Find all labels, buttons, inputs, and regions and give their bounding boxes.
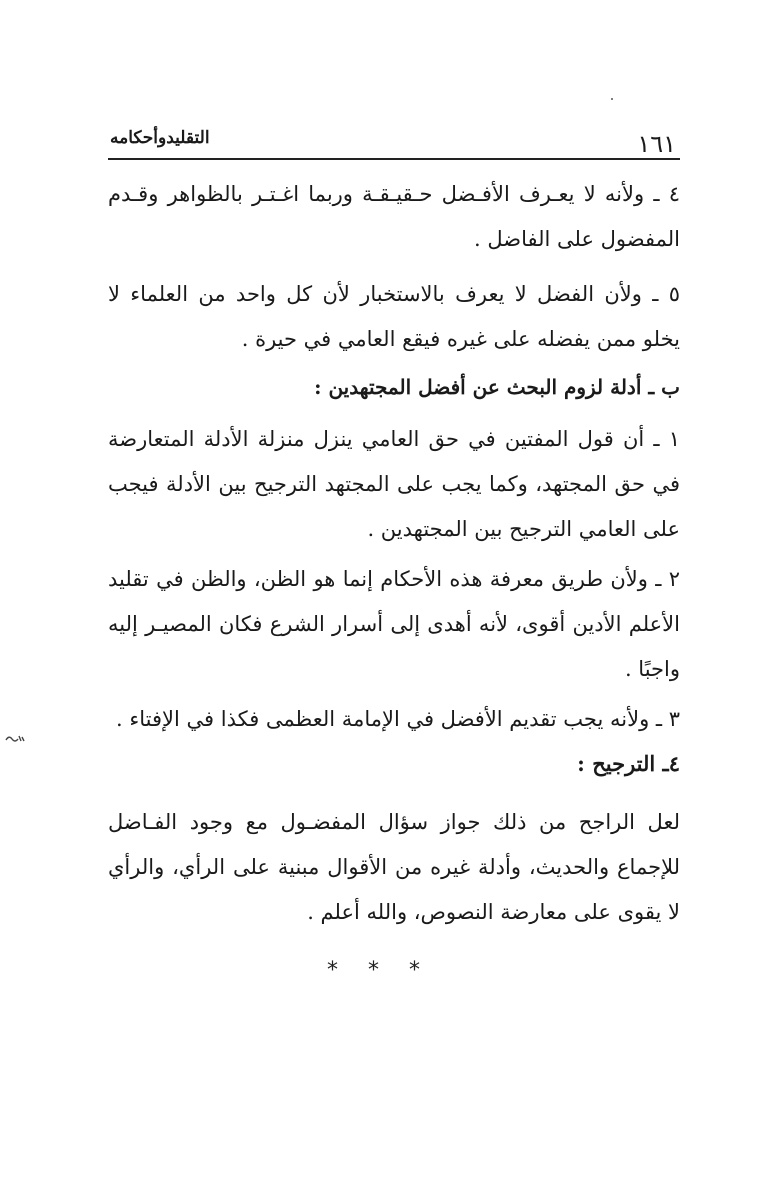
separator-star: * — [409, 958, 438, 983]
paragraph-item-4: ٤ ـ ولأنه لا يعـرف الأفـضل حـقيـقـة وربما اغـتـر بالظواهر وقـدم المفضول على الفاضل . — [108, 182, 680, 251]
scan-dot — [611, 98, 613, 100]
paragraph-evidence-2: ٢ ـ ولأن طريق معرفة هذه الأحكام إنما هو الظن، والظن في تقليد الأعلم الأدين أقوى، لأنه أهدى إلى أسرار الشرع فكان المصيـر إليه واجبًا . — [108, 567, 680, 681]
separator-star: * — [368, 958, 397, 983]
separator-star: * — [327, 958, 356, 983]
page-body — [108, 172, 680, 935]
section-heading-b: ب ـ أدلة لزوم البحث عن أفضل المجتهدين : — [314, 375, 680, 399]
paragraph-evidence-1: ١ ـ أن قول المفتين في حق العامي ينزل منزلة الأدلة المتعارضة في حق المجتهد، وكما يجب على المجتهد الترجيح بين الأدلة فيجب على العامي الترجيح بين المجتهدين . — [108, 427, 680, 541]
paragraph-conclusion: لعل الراجح من ذلك جواز سؤال المفضـول مع وجود الفـاضل للإجماع والحديث، وأدلة غيره من الأقوال مبنية على الرأي، والرأي لا يقوى على معارضة النصوص، والله أعلم . — [108, 810, 680, 924]
page-header — [108, 118, 680, 160]
paragraph-evidence-3: ٣ ـ ولأنه يجب تقديم الأفضل في الإمامة العظمى فكذا في الإفتاء . — [116, 707, 680, 731]
margin-mark — [4, 733, 26, 743]
running-title: التقليدوأحكامه — [110, 128, 210, 148]
section-separator — [0, 958, 765, 983]
section-heading-tarjih: ٤ـ الترجيح : — [577, 751, 680, 776]
paragraph-item-5: ٥ ـ ولأن الفضل لا يعرف بالاستخبار لأن كل واحد من العلماء لا يخلو ممن يفضله على غيره فيقع العامي في حيرة . — [108, 282, 680, 351]
page-number: ١٦١ — [637, 130, 676, 158]
